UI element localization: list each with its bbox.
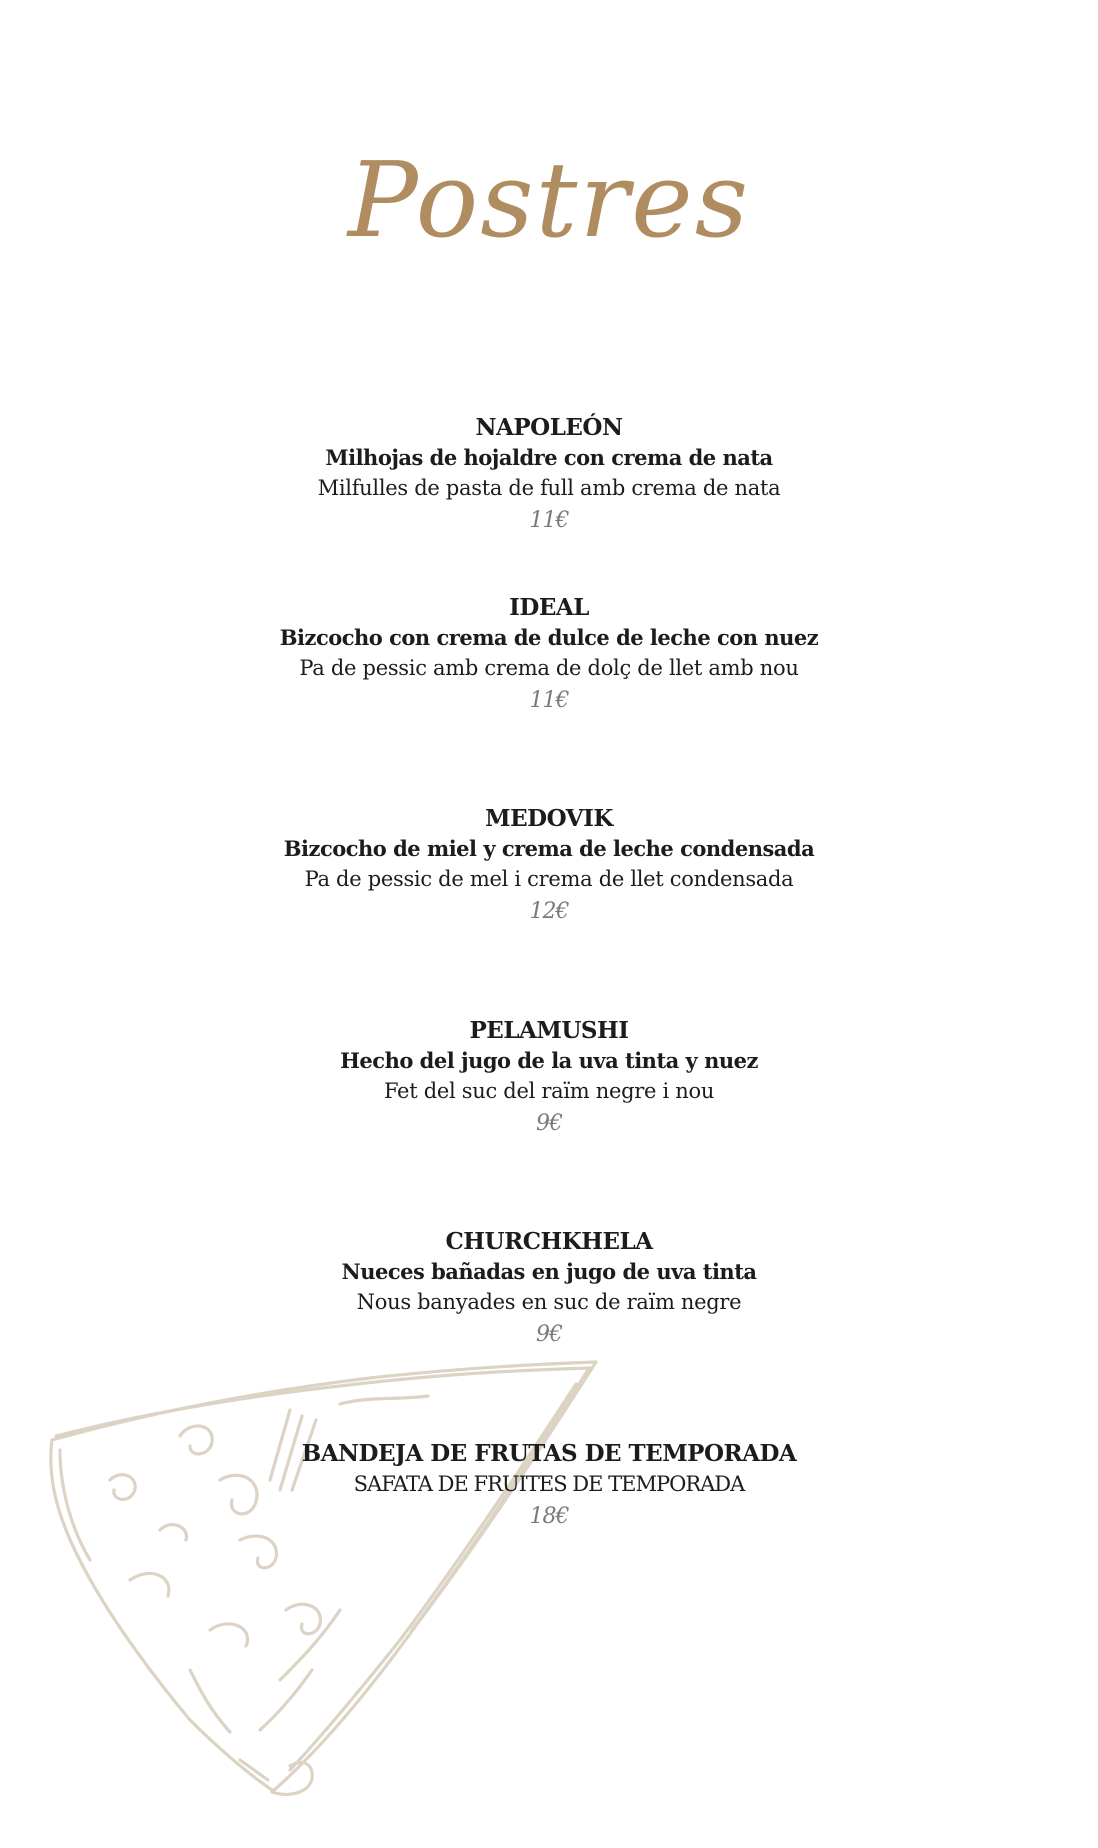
item-name: CHURCHKHELA — [445, 1228, 653, 1255]
item-description-ca: Milfulles de pasta de full amb crema de nata — [317, 476, 781, 500]
cake-slice-sketch-icon — [40, 1340, 620, 1810]
item-description-ca: Pa de pessic de mel i crema de llet condensada — [304, 867, 794, 891]
menu-item — [0, 412, 1098, 539]
item-name: PELAMUSHI — [469, 1017, 629, 1044]
item-price: 9€ — [536, 1111, 562, 1136]
item-description-es: Bizcocho de miel y crema de leche condensada — [283, 836, 815, 861]
item-name: IDEAL — [509, 594, 589, 621]
item-description-ca: Pa de pessic amb crema de dolç de llet amb nou — [299, 656, 799, 680]
item-name: NAPOLEÓN — [475, 414, 623, 441]
menu-item — [0, 592, 1098, 719]
item-price: 11€ — [529, 508, 569, 533]
menu-item — [0, 1015, 1098, 1142]
item-description-es: Nueces bañadas en jugo de uva tinta — [341, 1259, 757, 1284]
item-description-es: Milhojas de hojaldre con crema de nata — [325, 445, 773, 470]
page-title: Postres — [347, 139, 751, 261]
menu-item — [0, 1226, 1098, 1353]
item-description-ca: Fet del suc del raïm negre i nou — [383, 1079, 715, 1103]
item-name: MEDOVIK — [485, 805, 613, 832]
item-price: 18€ — [529, 1504, 569, 1529]
item-name: BANDEJA DE FRUTAS DE TEMPORADA — [301, 1440, 797, 1467]
item-price: 9€ — [536, 1322, 562, 1347]
menu-item — [0, 1438, 1098, 1535]
item-description-es: Hecho del jugo de la uva tinta y nuez — [340, 1048, 758, 1073]
item-description-es: Bizcocho con crema de dulce de leche con nuez — [279, 625, 819, 650]
item-description-ca: SAFATA DE FRUITES DE TEMPORADA — [353, 1472, 745, 1496]
item-price: 12€ — [529, 899, 569, 924]
item-price: 11€ — [529, 688, 569, 713]
item-description-ca: Nous banyades en suc de raïm negre — [356, 1290, 742, 1314]
menu-item — [0, 803, 1098, 930]
